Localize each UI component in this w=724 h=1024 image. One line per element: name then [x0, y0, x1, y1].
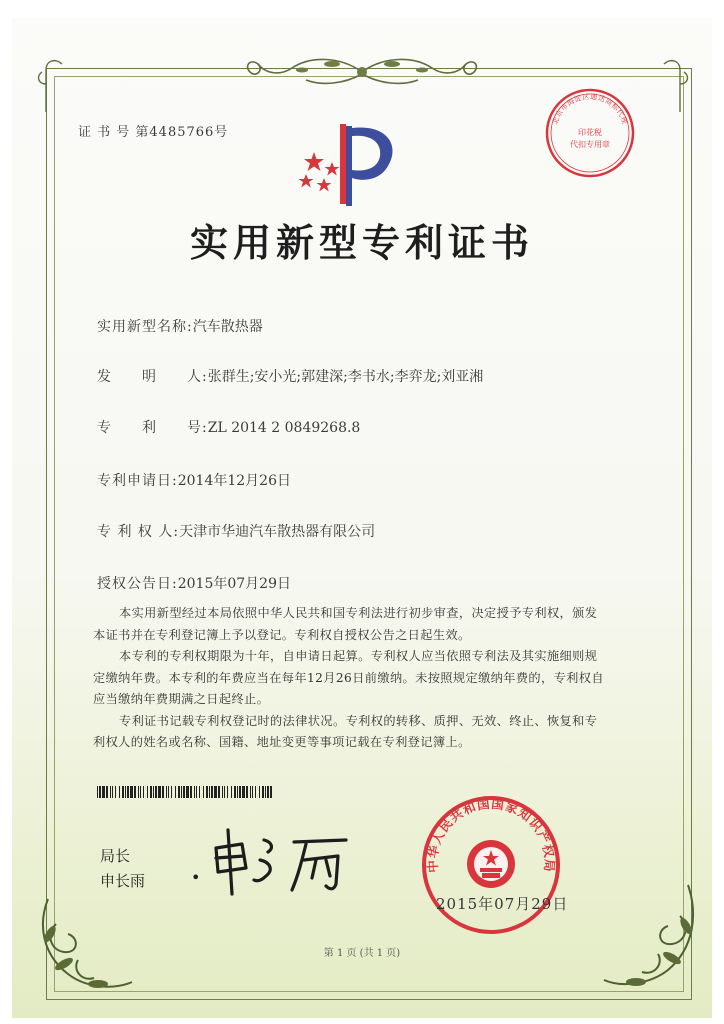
certificate-number: 证 书 号 第4485766号 — [78, 125, 229, 140]
barcode-bar — [222, 786, 223, 798]
certificate-body — [93, 603, 608, 754]
director-signature — [206, 820, 356, 900]
barcode-bar — [168, 786, 169, 798]
barcode-bar — [206, 786, 208, 798]
barcode-bar — [267, 786, 269, 798]
barcode-bar — [265, 786, 266, 798]
field-inventors: 发 明 人:张群生;安小光;郭建深;李书水;李弈龙;刘亚湘 — [97, 369, 484, 385]
barcode-bar — [250, 786, 251, 798]
barcode-bar — [234, 786, 236, 798]
top-ornament — [240, 52, 485, 92]
barcode-bar — [227, 786, 228, 798]
paragraph-2: 本专利的专利权期限为十年，自申请日起算。专利权人应当依照专利法及其实施细则规定缴纳年费。本专利的年费应当在每年12月26日前缴纳。未按照规定缴纳年费的，专利权自应当缴纳年费期满之日起终止。 — [93, 649, 604, 706]
barcode-bar — [224, 786, 225, 798]
field-patentee: 专 利 权 人:天津市华迪汽车散热器有限公司 — [97, 524, 376, 540]
barcode-bar — [252, 786, 253, 798]
barcode-bar — [155, 786, 157, 798]
barcode-bar — [190, 786, 192, 798]
barcode-bar — [134, 786, 136, 798]
barcode-bar — [242, 786, 245, 798]
field-grant-date: 授权公告日:2015年07月29日 — [97, 576, 291, 592]
barcode-bar — [239, 786, 241, 798]
director-title: 局长 — [100, 847, 131, 865]
barcode-bar — [203, 786, 204, 798]
field-patent-number: 专 利 号:ZL 2014 2 0849268.8 — [97, 420, 361, 436]
barcode-bar — [130, 786, 133, 798]
seal-date: 2015年07月29日 — [436, 895, 569, 913]
barcode-bar — [255, 786, 256, 798]
bottom-right-ornament — [596, 880, 706, 995]
paragraph-1: 本实用新型经过本局依照中华人民共和国专利法进行初步审查，决定授予专利权，颁发本证书并在专利登记簿上予以登记。专利权自授权公告之日起生效。 — [93, 606, 598, 642]
barcode-bar — [162, 786, 164, 798]
barcode-bar — [270, 786, 272, 798]
barcode-bar — [262, 786, 264, 798]
paragraph-3: 专利证书记载专利权登记时的法律状况。专利权的转移、质押、无效、终止、恢复和专利权人的姓名或名称、国籍、地址变更等事项记载在专利登记簿上。 — [93, 713, 598, 749]
barcode-bar — [99, 786, 101, 798]
certificate-title: 实用新型专利证书 — [189, 220, 534, 265]
stamp-line-2: 代扣专用章 — [570, 140, 610, 149]
director-name: 申长雨 — [100, 872, 146, 890]
official-seal — [420, 794, 562, 936]
separator-dot: • — [191, 868, 201, 887]
field-utility-model-name: 实用新型名称:汽车散热器 — [97, 319, 263, 335]
barcode-bar — [259, 786, 260, 798]
barcode-bar — [112, 786, 113, 798]
barcode — [97, 786, 272, 798]
page-number: 第 1 页 (共 1 页) — [323, 948, 401, 959]
seal-arc-text: 中华人民共和国国家知识产权局 — [424, 795, 558, 874]
sipo-logo-icon — [292, 118, 412, 210]
barcode-bar — [153, 786, 154, 798]
barcode-bar — [138, 786, 139, 798]
stamp-arc-text: 北京市海淀区通达商标代理 — [551, 92, 629, 126]
barcode-bar — [183, 786, 185, 798]
barcode-bar — [231, 786, 232, 798]
barcode-bar — [211, 786, 213, 798]
left-corner-ornament — [32, 54, 72, 114]
barcode-bar — [143, 786, 144, 798]
barcode-bar — [214, 786, 217, 798]
barcode-bar — [125, 786, 126, 798]
barcode-bar — [106, 786, 108, 798]
barcode-bar — [175, 786, 176, 798]
barcode-bar — [140, 786, 141, 798]
stamp-duty-seal — [544, 87, 636, 179]
barcode-bar — [115, 786, 116, 798]
barcode-bar — [119, 786, 120, 798]
barcode-bar — [181, 786, 182, 798]
national-emblem-icon — [467, 840, 515, 888]
stamp-line-1: 印花税 — [578, 128, 602, 137]
barcode-bar — [209, 786, 210, 798]
barcode-bar — [102, 786, 105, 798]
barcode-bar — [150, 786, 152, 798]
barcode-bar — [178, 786, 180, 798]
barcode-bar — [186, 786, 189, 798]
barcode-bar — [237, 786, 238, 798]
svg-text:北京市海淀区通达商标代理 — [550, 92, 629, 126]
barcode-bar — [166, 786, 167, 798]
barcode-bar — [122, 786, 124, 798]
barcode-bar — [127, 786, 129, 798]
barcode-bar — [147, 786, 148, 798]
barcode-bar — [199, 786, 200, 798]
barcode-bar — [246, 786, 248, 798]
barcode-bar — [110, 786, 111, 798]
barcode-bar — [218, 786, 220, 798]
barcode-bar — [97, 786, 98, 798]
barcode-bar — [158, 786, 161, 798]
field-application-date: 专利申请日:2014年12月26日 — [97, 473, 291, 489]
barcode-bar — [171, 786, 172, 798]
barcode-bar — [196, 786, 197, 798]
barcode-bar — [194, 786, 195, 798]
right-corner-ornament — [654, 54, 694, 114]
